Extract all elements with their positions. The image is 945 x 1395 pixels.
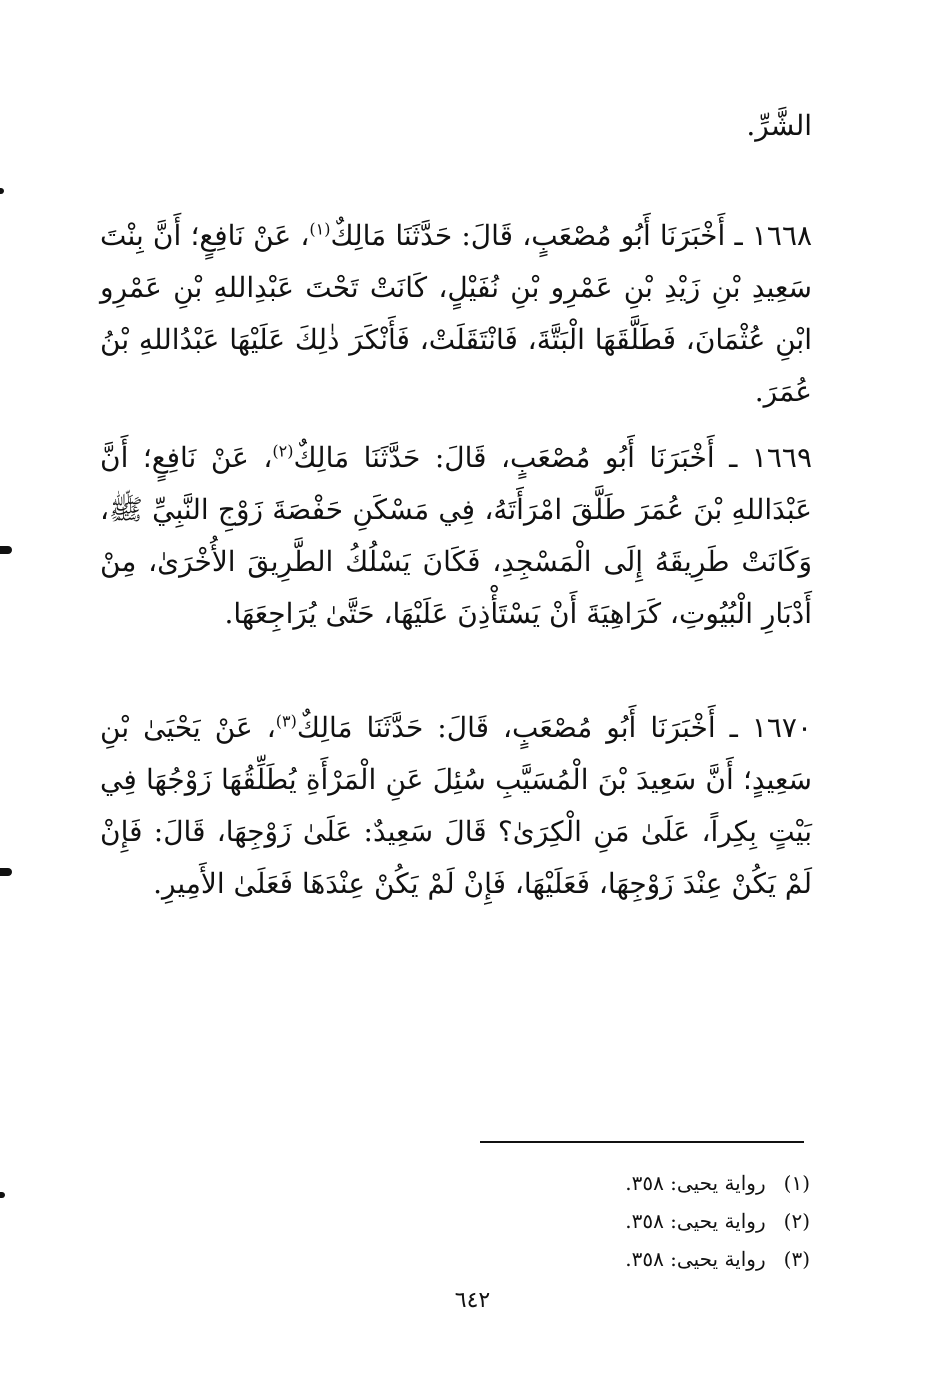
hadith-number: ١٦٦٨ ـ	[734, 219, 813, 252]
hadith-number: ١٦٧٠ ـ	[729, 711, 812, 744]
footnote-marker: (١)	[783, 1171, 810, 1195]
hadith-paragraph	[100, 702, 812, 910]
footnote-text: رواية يحيى: ٣٥٨.	[625, 1209, 766, 1233]
page-number: ٦٤٢	[454, 1288, 491, 1313]
hadith-number: ١٦٦٩ ـ	[729, 441, 812, 474]
opening-line	[100, 100, 812, 152]
scan-edge-mark	[0, 188, 4, 194]
footnote-marker: (٢)	[783, 1209, 810, 1233]
footnote-reference: (١)	[309, 219, 331, 239]
footnote-item	[440, 1240, 810, 1278]
scan-edge-mark	[0, 868, 12, 876]
hadith-paragraph	[100, 210, 812, 418]
opening-text: الشَّرِّ.	[746, 109, 812, 142]
footnote-item	[440, 1164, 810, 1202]
hadith-text: أَخْبَرَنَا أَبُو مُصْعَبٍ، قَالَ: حَدَّثَنَا مَالِكٌ	[296, 711, 716, 744]
footnote-item	[440, 1202, 810, 1240]
hadith-text-continued: ، عَنْ نَافِعٍ؛ أَنَّ عَبْدَاللهِ بْنَ عُمَرَ طَلَّقَ امْرَأَتَهُ، فِي مَسْكَنِ حَفْصَةَ زَوْجِ النَّبِيِّ ﷺ، وَكَانَتْ طَرِيقَهُ إِلَى الْمَسْجِدِ، فَكَانَ يَسْلُكُ الطَّرِيقَ الأُخْرَىٰ، مِنْ أَدْبَارِ الْبُيُوتِ، كَرَاهِيَةَ أَنْ يَسْتَأْذِنَ عَلَيْهَا، حَتَّىٰ يُرَاجِعَهَا.	[100, 441, 812, 630]
hadith-text: أَخْبَرَنَا أَبُو مُصْعَبٍ، قَالَ: حَدَّثَنَا مَالِكٌ	[293, 441, 715, 474]
footnote-reference: (٢)	[272, 441, 294, 461]
footnote-marker: (٣)	[783, 1247, 810, 1271]
footnote-separator-rule	[480, 1141, 804, 1143]
scan-edge-mark	[0, 546, 12, 554]
hadith-paragraph	[100, 432, 812, 640]
scan-edge-mark	[0, 1192, 5, 1198]
footnote-text: رواية يحيى: ٣٥٨.	[625, 1171, 766, 1195]
hadith-text-continued: ، عَنْ نَافِعٍ؛ أَنَّ بِنْتَ سَعِيدِ بْنِ زَيْدِ بْنِ عَمْرِو بْنِ نُفَيْلٍ، كَانَتْ تَحْتَ عَبْدِاللهِ بْنِ عَمْرِو ابْنِ عُثْمَانَ، فَطَلَّقَهَا الْبَتَّةَ، فَانْتَقَلَتْ، فَأَنْكَرَ ذٰلِكَ عَلَيْهَا عَبْدُاللهِ بْنُ عُمَرَ.	[100, 219, 812, 408]
footnotes-section	[440, 1164, 810, 1278]
footnote-text: رواية يحيى: ٣٥٨.	[625, 1247, 766, 1271]
hadith-text-continued: ، عَنْ يَحْيَىٰ بْنِ سَعِيدٍ؛ أَنَّ سَعِيدَ بْنَ الْمُسَيَّبِ سُئِلَ عَنِ الْمَرْأَةِ يُطَلِّقُهَا زَوْجُهَا فِي بَيْتٍ بِكِراً، عَلَىٰ مَنِ الْكِرَىٰ؟ قَالَ سَعِيدٌ: عَلَىٰ زَوْجِهَا، قَالَ: فَإِنْ لَمْ يَكُنْ عِنْدَ زَوْجِهَا، فَعَلَيْهَا، فَإِنْ لَمْ يَكُنْ عِنْدَهَا فَعَلَىٰ الأَمِيرِ.	[100, 711, 812, 900]
footnote-reference: (٣)	[275, 711, 297, 731]
hadith-text: أَخْبَرَنَا أَبُو مُصْعَبٍ، قَالَ: حَدَّثَنَا مَالِكٌ	[330, 219, 726, 252]
